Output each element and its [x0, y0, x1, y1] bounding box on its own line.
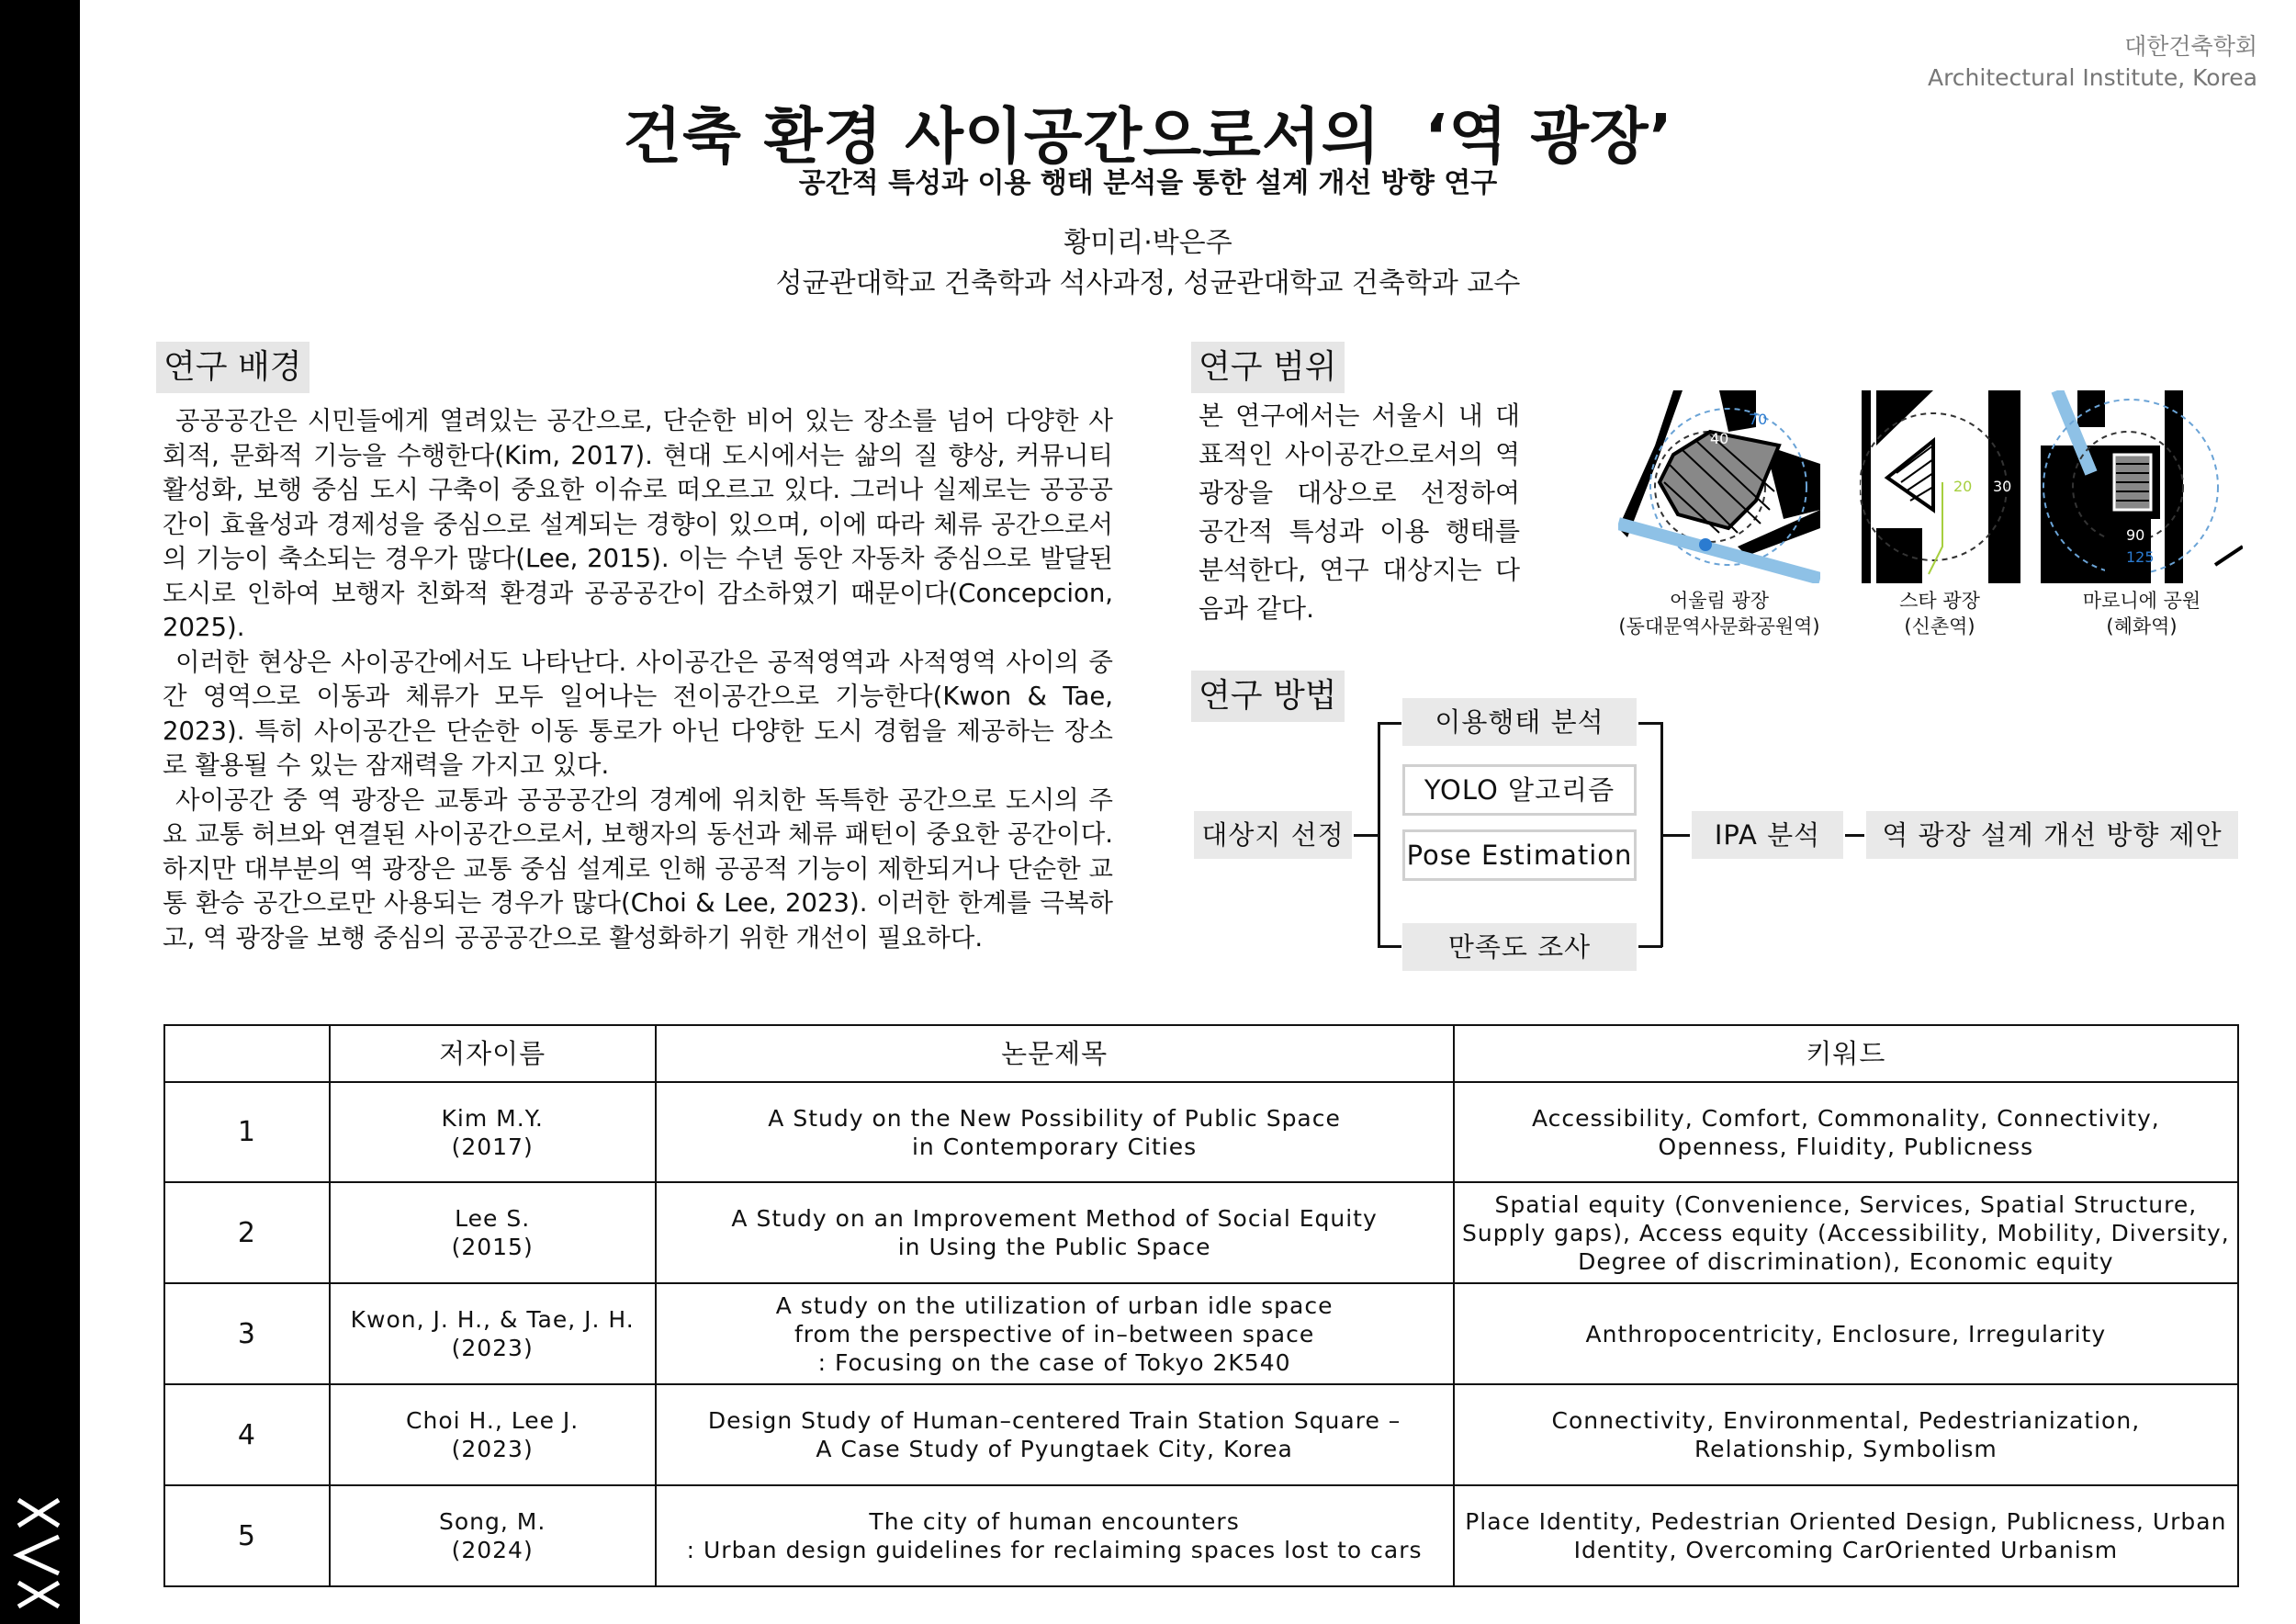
method-box-result: 역 광장 설계 개선 방향 제안 — [1866, 811, 2238, 859]
org-name-ko: 대한건축학회 — [2124, 33, 2257, 60]
org-name-en: Architectural Institute, Korea — [1927, 64, 2257, 91]
scope-text: 본 연구에서는 서울시 내 대표적인 사이공간으로서의 역 광장을 대상으로 선정하여 공간적 특성과 이용 행태를 분석한다, 연구 대상지는 다음과 같다. — [1199, 400, 1520, 624]
site-number: 30 — [1993, 478, 2012, 495]
author-block — [0, 223, 2296, 304]
author-cell: Song, M. (2024) — [330, 1485, 656, 1586]
section-heading-background: 연구 배경 — [156, 342, 310, 393]
site-label — [1609, 588, 1829, 639]
table-header-row — [164, 1025, 2238, 1082]
site-number: 40 — [1710, 430, 1729, 447]
table-header: 저자이름 — [330, 1025, 656, 1082]
affiliation: 성균관대학교 건축학과 석사과정, 성균관대학교 건축학과 교수 — [775, 267, 1521, 299]
literature-table — [163, 1024, 2239, 1587]
method-box-yolo: YOLO 알고리즘 — [1402, 764, 1637, 816]
site-number: 90 — [2126, 526, 2145, 544]
background-paragraph: 사이공간 중 역 광장은 교통과 공공공간의 경계에 위치한 독특한 공간으로 도시의 주요 교통 허브와 연결된 사이공간으로서, 보행자의 동선과 체류 패턴이 중요한 공간이다. 하지만 대부분의 역 광장은 교통 중심 설계로 인해 공공적 기능이 제한되거나 단순한 교통 환승 공간으로만 사용되는 경우가 많다(Choi & Lee, 2023). 이러한 한계를 극복하고, 역 광장을 보행 중심의 공공공간으로 활성화하기 위한 개선이 필요하다. — [163, 784, 1113, 953]
title-cell: Design Study of Human–centered Train Station Square – A Case Study of Pyungtaek City, Korea — [656, 1384, 1454, 1485]
row-number: 4 — [164, 1384, 330, 1485]
keywords-cell: Connectivity, Environmental, Pedestrianization, Relationship, Symbolism — [1454, 1384, 2238, 1485]
site-name: 스타 광장 — [1899, 590, 1980, 612]
section-heading-scope: 연구 범위 — [1191, 342, 1345, 393]
site-station: (신촌역) — [1904, 615, 1975, 637]
connector-line — [1662, 834, 1690, 837]
site-map-star — [1860, 390, 2020, 583]
keywords-cell: Spatial equity (Convenience, Services, Spatial Structure, Supply gaps), Access equity (Accessibility, Mobility, Diversity, Degree of discrimination), Economic equity — [1454, 1182, 2238, 1283]
site-name: 어울림 광장 — [1669, 590, 1770, 612]
site-label — [2050, 588, 2234, 639]
title-cell: The city of human encounters : Urban design guidelines for reclaiming spaces lost to cars — [656, 1485, 1454, 1586]
table-header: 키워드 — [1454, 1025, 2238, 1082]
method-box-select: 대상지 선정 — [1194, 811, 1352, 859]
keywords-cell: Anthropocentricity, Enclosure, Irregularity — [1454, 1283, 2238, 1384]
site-label — [1848, 588, 2032, 639]
title-cell: A study on the utilization of urban idle space from the perspective of in–between space : Focusing on the case of Tokyo 2K540 — [656, 1283, 1454, 1384]
site-number: 125 — [2126, 548, 2155, 566]
author-cell: Kwon, J. H., & Tae, J. H. (2023) — [330, 1283, 656, 1384]
table-row — [164, 1384, 2238, 1485]
site-number: 20 — [1953, 478, 1973, 495]
author-cell: Choi H., Lee J. (2023) — [330, 1384, 656, 1485]
page-title: 건축 환경 사이공간으로서의 ‘역 광장’ — [623, 101, 1673, 172]
table-header: 논문제목 — [656, 1025, 1454, 1082]
page-subtitle: 공간적 특성과 이용 행태 분석을 통한 설계 개선 방향 연구 — [798, 167, 1498, 199]
background-paragraph: 이러한 현상은 사이공간에서도 나타난다. 사이공간은 공적영역과 사적영역 사이의 중간 영역으로 이동과 체류가 모두 일어나는 전이공간으로 기능한다(Kwon & Tae, 2023). 특히 사이공간은 단순한 이동 통로가 아닌 다양한 도시 경험을 제공하는 장소로 활용될 수 있는 잠재력을 가지고 있다. — [163, 647, 1113, 780]
table-header — [164, 1025, 330, 1082]
keywords-cell: Place Identity, Pedestrian Oriented Design, Publicness, Urban Identity, Overcoming CarOriented Urbanism — [1454, 1485, 2238, 1586]
method-box-pose: Pose Estimation — [1402, 829, 1637, 881]
table-row — [164, 1082, 2238, 1182]
author-cell: Kim M.Y. (2017) — [330, 1082, 656, 1182]
table-row — [164, 1485, 2238, 1586]
keywords-cell: Accessibility, Comfort, Commonality, Connectivity, Openness, Fluidity, Publicness — [1454, 1082, 2238, 1182]
method-box-behavior: 이용행태 분석 — [1402, 698, 1637, 746]
connector-line — [1845, 834, 1864, 837]
site-map-marronnier — [2041, 390, 2243, 583]
connector-line — [1638, 945, 1662, 948]
row-number: 3 — [164, 1283, 330, 1384]
organization-label — [1928, 31, 2257, 94]
connector-line — [1638, 722, 1662, 725]
method-box-ipa: IPA 분석 — [1692, 811, 1843, 859]
site-station: (동대문역사문화공원역) — [1618, 615, 1820, 637]
row-number: 5 — [164, 1485, 330, 1586]
background-paragraph: 공공공간은 시민들에게 열려있는 공간으로, 단순한 비어 있는 장소를 넘어 다양한 사회적, 문화적 기능을 수행한다(Kim, 2017). 현대 도시에서는 삶의 질 향상, 커뮤니티 활성화, 보행 중심 도시 구축이 중요한 이슈로 떠오르고 있다. 그러나 실제로는 공공공간이 효율성과 경제성을 중심으로 설계되는 경향이 있으며, 이에 따라 체류 공간으로서의 기능이 축소되는 경우가 많다(Lee, 2015). 이는 수년 동안 자동차 중심으로 발달된 도시로 인하여 보행자 친화적 환경과 공공공간이 감소하였기 때문이다(Concepcion, 2025). — [163, 406, 1113, 642]
row-number: 1 — [164, 1082, 330, 1182]
author-cell: Lee S. (2015) — [330, 1182, 656, 1283]
table-row — [164, 1182, 2238, 1283]
table-row — [164, 1283, 2238, 1384]
connector-line — [1354, 834, 1379, 837]
site-map-eoullim — [1618, 390, 1820, 583]
site-station: (혜화역) — [2106, 615, 2178, 637]
site-number: 70 — [1749, 411, 1768, 428]
xax-logo-icon — [11, 1493, 66, 1612]
authors: 황미리·박은주 — [1064, 227, 1232, 259]
connector-line — [1378, 722, 1401, 725]
title-cell: A Study on an Improvement Method of Social Equity in Using the Public Space — [656, 1182, 1454, 1283]
method-box-survey: 만족도 조사 — [1402, 923, 1637, 971]
row-number: 2 — [164, 1182, 330, 1283]
connector-line — [1378, 945, 1401, 948]
title-cell: A Study on the New Possibility of Public Space in Contemporary Cities — [656, 1082, 1454, 1182]
section-heading-method: 연구 방법 — [1191, 671, 1345, 722]
site-name: 마로니에 공원 — [2082, 590, 2201, 612]
background-text — [163, 404, 1113, 955]
bracket-left — [1378, 722, 1380, 947]
